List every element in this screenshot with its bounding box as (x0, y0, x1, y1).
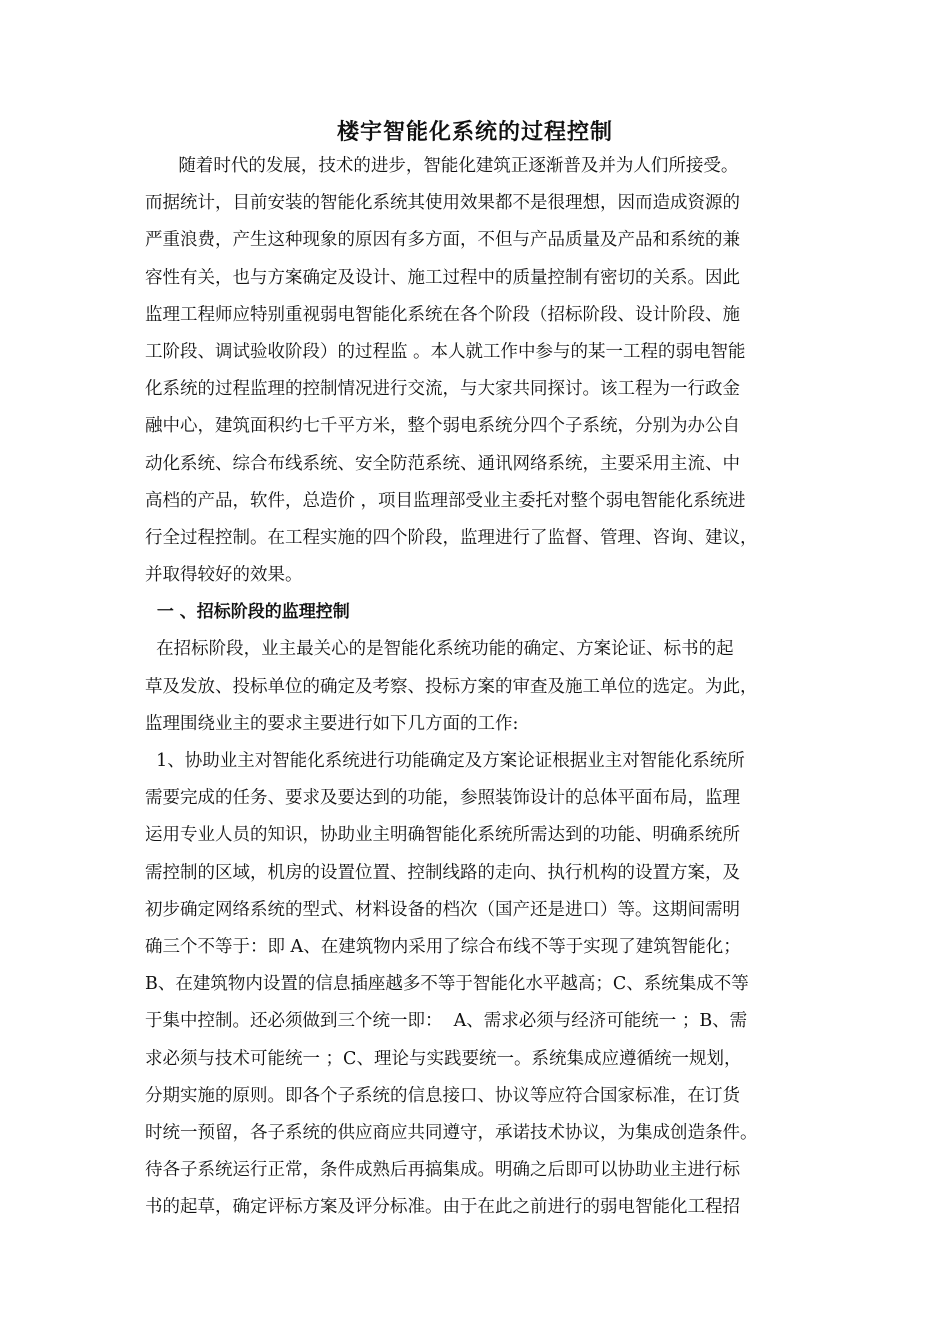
paragraph-line: 于集中控制。还必须做到三个统一即： A、需求必须与经济可能统一 ；B、需 (145, 1011, 748, 1032)
paragraph-line: 求必须与技术可能统一 ；C、理论与实践要统一。系统集成应遵循统一规划， (145, 1048, 742, 1069)
paragraph-line: 运用专业人员的知识，协助业主明确智能化系统所需达到的功能、明确系统所 (145, 825, 740, 846)
paragraph-line: B、在建筑物内设置的信息插座越多不等于智能化水平越高；C、系统集成不等 (145, 974, 749, 995)
paragraph-line: 需控制的区域，机房的设置位置、控制线路的走向、执行机构的设置方案，及 (145, 862, 740, 883)
paragraph-line: 分期实施的原则。即各个子系统的信息接口、协议等应符合国家标准，在订货 (145, 1085, 740, 1106)
paragraph-line: 动化系统、综合布线系统、安全防范系统、通讯网络系统，主要采用主流、中 (145, 453, 740, 474)
paragraph-line: 容性有关，也与方案确定及设计、施工过程中的质量控制有密切的关系。因此 (145, 267, 740, 288)
document-body (145, 148, 825, 1226)
paragraph-line: 时统一预留，各子系统的供应商应共同遵守，承诺技术协议，为集成创造条件。 (145, 1122, 758, 1143)
paragraph-line: 严重浪费，产生这种现象的原因有多方面，不但与产品质量及产品和系统的兼 (145, 230, 740, 251)
paragraph-line: 融中心，建筑面积约七千平方米，整个弱电系统分四个子系统，分别为办公自 (145, 416, 740, 437)
paragraph-line: 并取得较好的效果。 (145, 565, 303, 586)
section-heading: 一 、招标阶段的监理控制 (145, 602, 350, 623)
document-title: 楼宇智能化系统的过程控制 (336, 120, 613, 145)
paragraph-line: 监理工程师应特别重视弱电智能化系统在各个阶段（招标阶段、设计阶段、施 (145, 304, 740, 325)
paragraph-line: 在招标阶段，业主最关心的是智能化系统功能的确定、方案论证、标书的起 (145, 639, 734, 660)
paragraph-line: 随着时代的发展，技术的进步，智能化建筑正逐渐普及并为人们所接受。 (145, 156, 739, 176)
paragraph-line: 工阶段、调试验收阶段）的过程监 。本人就工作中参与的某一工程的弱电智能 (145, 341, 746, 362)
paragraph-line: 书的起草，确定评标方案及评分标准。由于在此之前进行的弱电智能化工程招 (145, 1197, 740, 1218)
paragraph-line: 待各子系统运行正常，条件成熟后再搞集成。明确之后即可以协助业主进行标 (145, 1160, 740, 1181)
paragraph-line: 需要完成的任务、要求及要达到的功能，参照装饰设计的总体平面布局，监理 (145, 788, 740, 809)
paragraph-line: 化系统的过程监理的控制情况进行交流，与大家共同探讨。该工程为一行政金 (145, 379, 740, 400)
paragraph-line: 而据统计，目前安装的智能化系统其使用效果都不是很理想，因而造成资源的 (145, 193, 740, 214)
paragraph-line: 监理围绕业主的要求主要进行如下几方面的工作: (145, 713, 519, 734)
paragraph-line: 初步确定网络系统的型式、材料设备的档次（国产还是进口）等。这期间需明 (145, 899, 740, 920)
paragraph-line: 草及发放、投标单位的确定及考察、投标方案的审查及施工单位的选定。为此， (145, 676, 758, 697)
paragraph-line: 1、协助业主对智能化系统进行功能确定及方案论证根据业主对智能化系统所 (145, 751, 745, 771)
paragraph-line: 行全过程控制。在工程实施的四个阶段，监理进行了监督、管理、咨询、建议， (145, 527, 758, 548)
paragraph-line: 确三个不等于：即 A、在建筑物内采用了综合布线不等于实现了建筑智能化； (145, 936, 741, 957)
paragraph-line: 高档的产品，软件，总造价 ，项目监理部受业主委托对整个弱电智能化系统进 (145, 490, 746, 511)
